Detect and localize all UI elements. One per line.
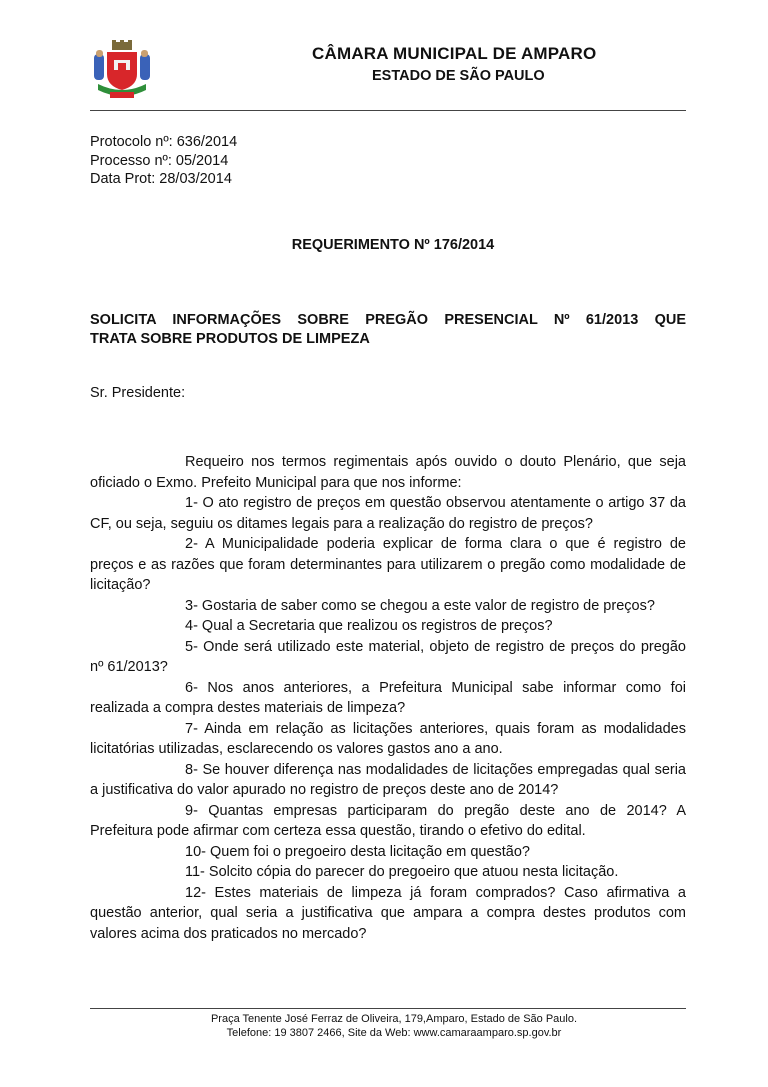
question-item: 4- Qual a Secretaria que realizou os registros de preços?: [185, 618, 553, 634]
state-subtitle: ESTADO DE SÃO PAULO: [372, 68, 545, 84]
protocol-date: Data Prot: 28/03/2014: [90, 171, 232, 187]
question-item: 8- Se houver diferença nas modalidades de licitações empregadas qual seria a justificativa do valor apurado no registro de preços deste ano de 2014?: [90, 761, 686, 798]
question-item: 11- Solcito cópia do parecer do pregoeiro que atuou nesta licitação.: [185, 864, 619, 880]
footer: [0, 1012, 768, 1040]
protocol-block: [90, 133, 237, 189]
subject-line-2: TRATA SOBRE PRODUTOS DE LIMPEZA: [90, 331, 370, 347]
question-item: 10- Quem foi o pregoeiro desta licitação em questão?: [185, 843, 530, 860]
question-item: 3- Gostaria de saber como se chegou a este valor de registro de preços?: [185, 597, 655, 614]
protocol-number: Protocolo nº: 636/2014: [90, 134, 238, 150]
intro-paragraph: Requeiro nos termos regimentais após ouvido o douto Plenário, que seja oficiado o Exmo. Prefeito Municipal para que nos informe:: [90, 454, 686, 491]
footer-contact: Telefone: 19 3807 2466, Site da Web: www.camaraamparo.sp.gov.br: [226, 1027, 562, 1039]
request-body: [90, 452, 686, 944]
question-item: 1- O ato registro de preços em questão observou atentamente o artigo 37 da CF, ou seja, seguiu os ditames legais para a realização do registro de preços?: [90, 495, 686, 532]
salutation: Sr. Presidente:: [90, 385, 186, 401]
question-item: 9- Quantas empresas participaram do pregão deste ano de 2014? A Prefeitura pode afirmar com certeza essa questão, tirando o efetivo do edital.: [90, 802, 686, 839]
header-divider: [90, 110, 686, 111]
footer-address: Praça Tenente José Ferraz de Oliveira, 179,Amparo, Estado de São Paulo.: [210, 1013, 578, 1025]
process-number: Processo nº: 05/2014: [90, 152, 229, 169]
question-item: 5- Onde será utilizado este material, objeto de registro de preços do pregão nº 61/2013?: [90, 638, 686, 675]
question-item: 7- Ainda em relação as licitações anteriores, quais foram as modalidades licitatórias utilizadas, esclarecendo os valores gastos ano a ano.: [90, 720, 686, 757]
question-item: 6- Nos anos anteriores, a Prefeitura Municipal sabe informar como foi realizada a compra destes materiais de limpeza?: [90, 679, 686, 716]
coat-of-arms-icon: [92, 40, 152, 102]
requerimento-title: REQUERIMENTO Nº 176/2014: [291, 237, 495, 253]
subject-heading: [90, 311, 686, 349]
question-item: 12- Estes materiais de limpeza já foram comprados? Caso afirmativa a questão anterior, qual seria a justificativa que ampara a compra destes produtos com valores acima dos praticados no mercado?: [90, 884, 686, 942]
question-item: 2- A Municipalidade poderia explicar de forma clara o que é registro de preços e as razões que foram determinantes para utilizarem o pregão como modalidade de licitação?: [90, 536, 686, 593]
footer-divider: [90, 1008, 686, 1009]
subject-line-1: SOLICITA INFORMAÇÕES SOBRE PREGÃO PRESENCIAL Nº 61/2013 QUE: [90, 312, 686, 328]
chamber-title: CÂMARA MUNICIPAL DE AMPARO: [312, 44, 597, 63]
